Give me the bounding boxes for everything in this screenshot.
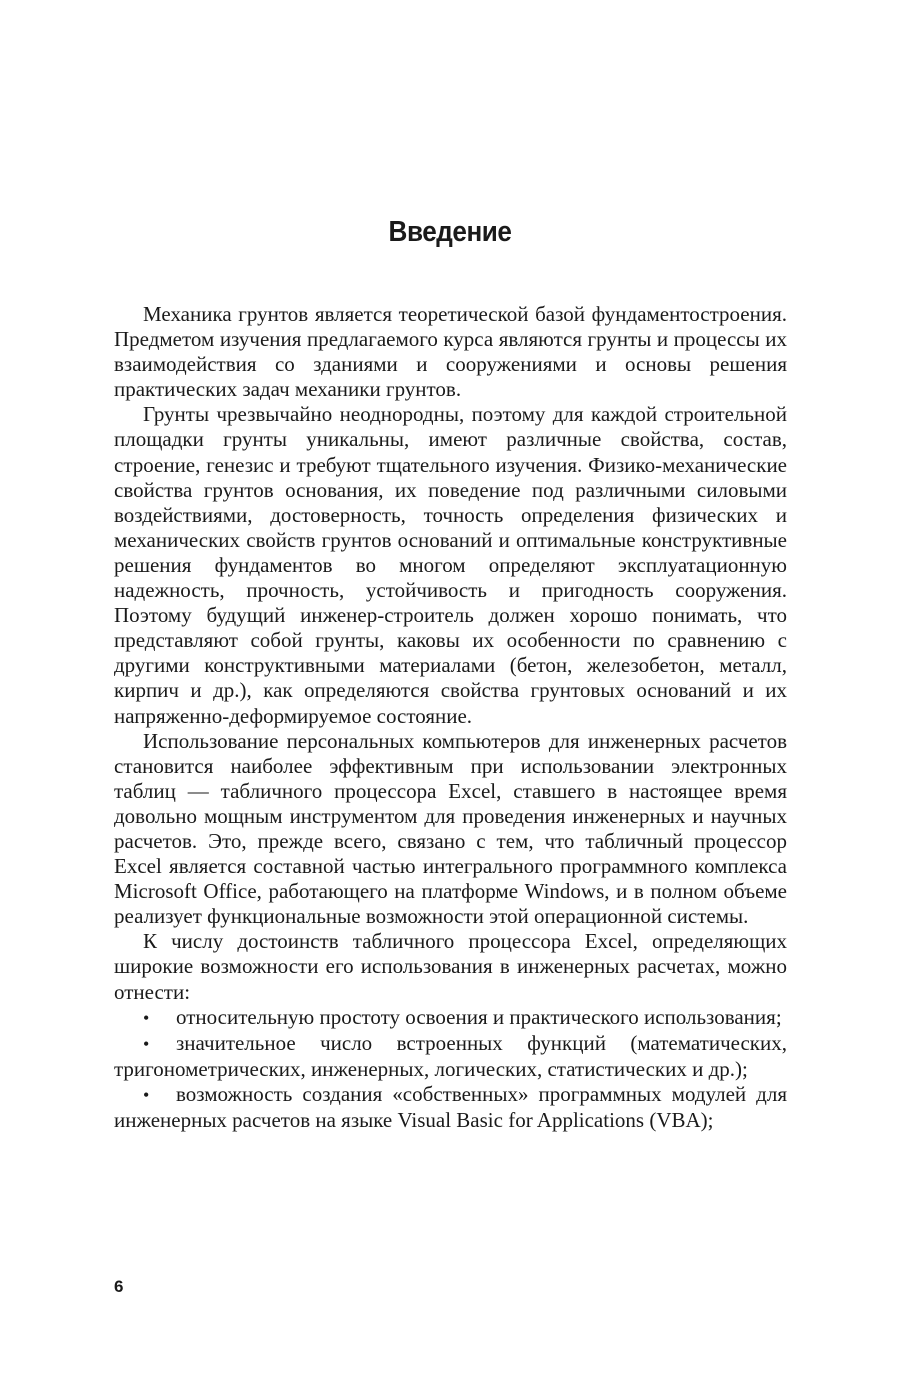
paragraph-intro: Механика грунтов является теоретической базой фундаментостроения. Предметом изучения предлагаемого курса являются грунты и процессы их взаимодействия со зданиями и сооружениями и основы решения практических задач механики грунтов. — [114, 302, 787, 402]
bullet-icon: • — [143, 1007, 150, 1028]
bullet-item-functions — [114, 1031, 787, 1082]
bullet-item-simplicity — [114, 1005, 787, 1031]
paragraph-soils: Грунты чрезвычайно неоднородны, поэтому для каждой строительной площадки грунты уникальны, имеют различные свойства, состав, строение, генезис и требуют тщательного изучения. Физико-механические свойства грунтов основания, их поведение под различными силовыми воздействиями, достоверность, точность определения физических и механических свойств грунтов оснований и оптимальные конструктивные решения фундаментов во многом определяют эксплуатационную надежность, прочность, устойчивость и пригодность сооружения. Поэтому будущий инженер-строитель должен хорошо понимать, что представляют собой грунты, каковы их особенности по сравнению с другими конструктивными материалами (бетон, железобетон, металл, кирпич и др.), как определяются свойства грунтовых оснований и их напряженно-деформируемое состояние. — [114, 402, 787, 728]
chapter-title: Введение — [388, 216, 512, 248]
bullet-text: значительное число встроенных функций (математических, тригонометрических, инженерных, логических, статистических и др.); — [114, 1030, 787, 1081]
body-text — [114, 302, 787, 1133]
paragraph-advantages: К числу достоинств табличного процессора Excel, определяющих широкие возможности его использования в инженерных расчетах, можно отнести: — [114, 929, 787, 1004]
paragraph-computers: Использование персональных компьютеров для инженерных расчетов становится наиболее эффективным при использовании электронных таблиц — табличного процессора Excel, ставшего в настоящее время довольно мощным инструментом для проведения инженерных и научных расчетов. Это, прежде всего, связано с тем, что табличный процессор Excel является составной частью интегрального программного комплекса Microsoft Office, работающего на платформе Windows, и в полном объеме реализует функциональные возможности этой операционной системы. — [114, 728, 787, 929]
page-number: 6 — [114, 1277, 124, 1296]
bullet-icon: • — [143, 1084, 150, 1105]
bullet-item-vba — [114, 1082, 787, 1133]
bullet-text: относительную простоту освоения и практического использования; — [176, 1004, 782, 1029]
bullet-icon: • — [143, 1033, 150, 1054]
bullet-text: возможность создания «собственных» программных модулей для инженерных расчетов на языке Visual Basic for Applications (VBA); — [114, 1081, 787, 1132]
